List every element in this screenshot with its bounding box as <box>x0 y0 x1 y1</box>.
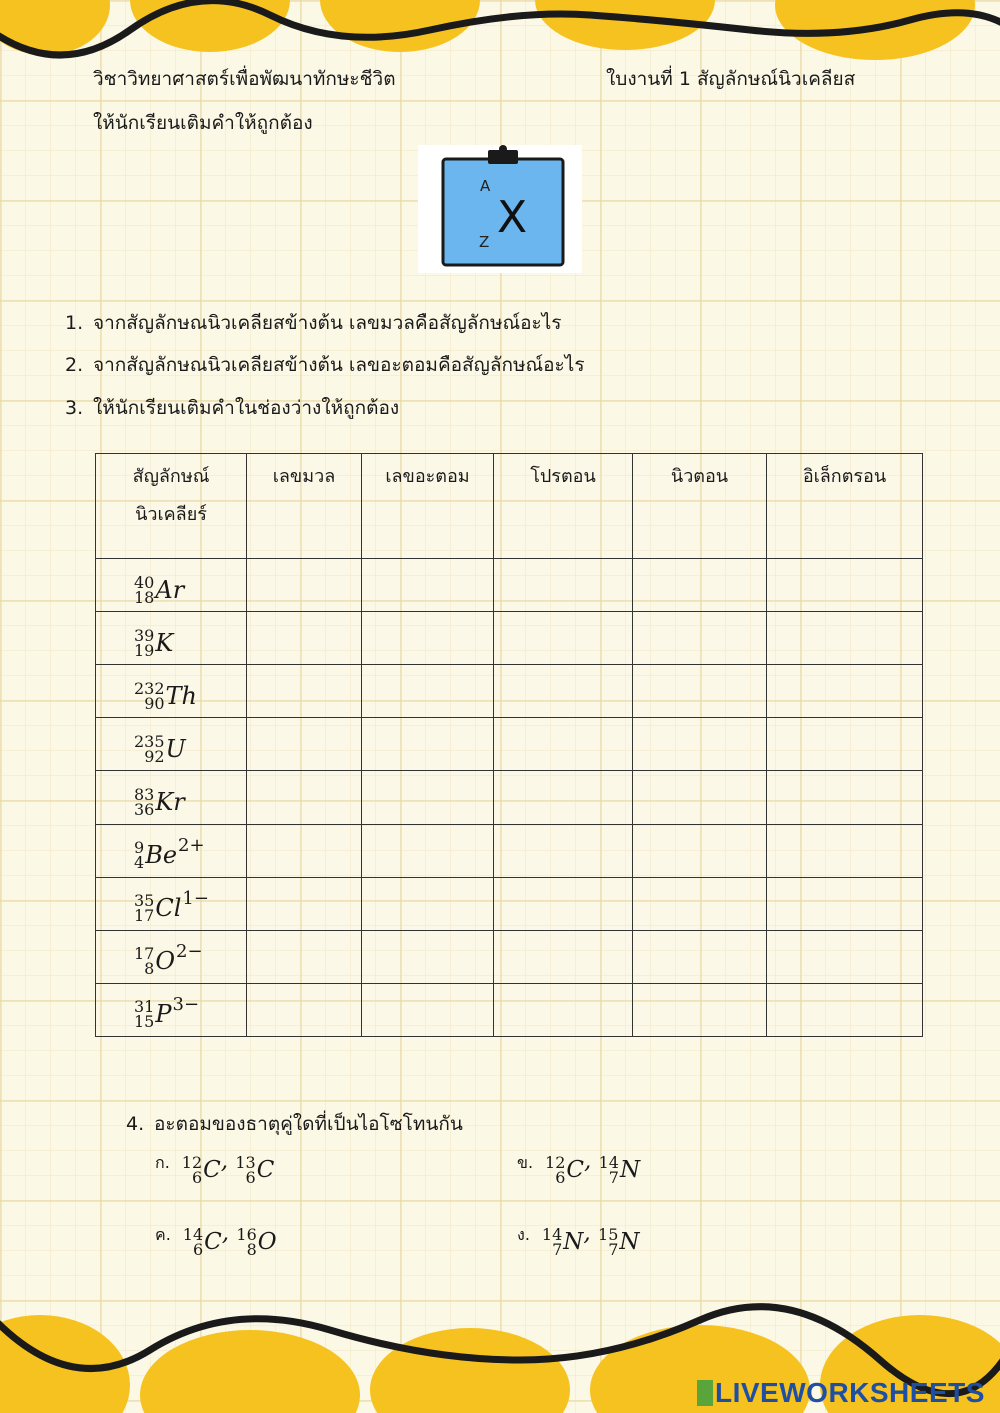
table-row <box>96 771 923 824</box>
symbol-cell <box>96 771 247 824</box>
liveworksheets-badge-icon <box>697 1380 713 1406</box>
proton-answer-cell[interactable] <box>494 718 633 771</box>
neutron-answer-cell[interactable] <box>633 559 767 612</box>
electron-answer-cell[interactable] <box>767 930 923 983</box>
atomic-number: 15 <box>134 1012 155 1032</box>
atomic-number-answer-cell[interactable] <box>362 771 494 824</box>
mass-number: 39 <box>134 625 155 645</box>
atomic-number: 7 <box>608 1240 619 1259</box>
option-separator: , <box>583 1220 599 1246</box>
ion-charge: 3− <box>172 993 200 1015</box>
atomic-number: 19 <box>134 640 155 660</box>
nuclear-symbol <box>236 1227 276 1257</box>
mass-number-answer-cell[interactable] <box>247 559 362 612</box>
element-symbol: C <box>203 1157 221 1183</box>
table-row <box>96 559 923 612</box>
element-symbol: Th <box>165 681 198 710</box>
question-4: 4. อะตอมของธาตุคู่ใดที่เป็นไอโซโทนกัน <box>126 1113 463 1135</box>
nuclear-symbol <box>545 1155 584 1185</box>
header-neutron: นิวตอน <box>633 454 767 559</box>
electron-answer-cell[interactable] <box>767 559 923 612</box>
header-proton: โปรตอน <box>494 454 633 559</box>
question-3: 3. ให้นักเรียนเติมคำในช่องว่างให้ถูกต้อง <box>65 397 400 419</box>
atomic-number: 8 <box>246 1240 257 1259</box>
header-symbol: สัญลักษณ์ นิวเคลียร์ <box>96 454 247 559</box>
neutron-answer-cell[interactable] <box>633 718 767 771</box>
element-symbol: N <box>619 1157 641 1183</box>
atomic-number: 6 <box>245 1168 256 1187</box>
symbol-cell <box>96 930 247 983</box>
atomic-number: 17 <box>134 906 155 926</box>
table-row <box>96 824 923 877</box>
mass-number: 31 <box>134 997 155 1017</box>
mass-number-answer-cell[interactable] <box>247 930 362 983</box>
electron-answer-cell[interactable] <box>767 771 923 824</box>
electron-answer-cell[interactable] <box>767 612 923 665</box>
atomic-number: 6 <box>555 1168 566 1187</box>
electron-answer-cell[interactable] <box>767 718 923 771</box>
nuclear-symbol <box>134 887 209 926</box>
table-row <box>96 665 923 718</box>
element-symbol: P <box>155 1000 172 1029</box>
table-row <box>96 718 923 771</box>
mass-number-answer-cell[interactable] <box>247 824 362 877</box>
mass-number-answer-cell[interactable] <box>247 612 362 665</box>
neutron-answer-cell[interactable] <box>633 771 767 824</box>
electron-answer-cell[interactable] <box>767 824 923 877</box>
proton-answer-cell[interactable] <box>494 559 633 612</box>
option-label: ง. <box>517 1225 530 1244</box>
table-row <box>96 612 923 665</box>
mass-number: 14 <box>541 1225 563 1244</box>
clipboard-icon <box>418 145 582 273</box>
option-separator: , <box>584 1148 599 1174</box>
symbol-letter: X <box>497 192 528 243</box>
nuclear-symbol <box>134 993 200 1032</box>
ion-charge: 2+ <box>178 834 205 856</box>
atomic-number: 6 <box>192 1240 204 1259</box>
mass-number-answer-cell[interactable] <box>247 771 362 824</box>
neutron-answer-cell[interactable] <box>633 983 767 1036</box>
mass-number: 232 <box>134 678 165 698</box>
header-mass-number: เลขมวล <box>247 454 362 559</box>
mass-number-answer-cell[interactable] <box>247 983 362 1036</box>
atomic-number: 7 <box>552 1240 563 1259</box>
header-atomic-number: เลขอะตอม <box>362 454 494 559</box>
mass-number: 15 <box>598 1225 619 1244</box>
atomic-number-answer-cell[interactable] <box>362 665 494 718</box>
proton-answer-cell[interactable] <box>494 983 633 1036</box>
table-header-row <box>96 454 923 559</box>
element-symbol: Be <box>145 841 178 870</box>
nuclear-symbol <box>134 731 186 766</box>
atomic-number: 92 <box>144 746 165 766</box>
nuclear-notation-diagram <box>418 145 582 273</box>
liveworksheets-logo[interactable]: LIVEWORKSHEETS <box>697 1377 985 1409</box>
electron-answer-cell[interactable] <box>767 665 923 718</box>
option-separator: , <box>220 1148 236 1174</box>
atomic-number-answer-cell[interactable] <box>362 930 494 983</box>
mass-letter: A <box>480 177 491 195</box>
mass-number: 35 <box>134 891 155 911</box>
nuclear-symbol <box>598 1227 639 1257</box>
mass-number: 17 <box>134 944 155 964</box>
symbol-cell <box>96 877 247 930</box>
header-electron: อิเล็กตรอน <box>767 454 923 559</box>
symbol-cell <box>96 983 247 1036</box>
option-label: ก. <box>155 1153 170 1172</box>
atomic-number-answer-cell[interactable] <box>362 559 494 612</box>
element-symbol: Cl <box>155 894 182 923</box>
electron-answer-cell[interactable] <box>767 983 923 1036</box>
element-symbol: C <box>204 1229 222 1255</box>
element-symbol: Ar <box>155 575 185 604</box>
instruction-text: ให้นักเรียนเติมคำให้ถูกต้อง <box>93 112 313 134</box>
atomic-number-answer-cell[interactable] <box>362 983 494 1036</box>
question-2: 2. จากสัญลักษณนิวเคลียสข้างต้น เลขอะตอมคือสัญลักษณ์อะไร <box>65 354 585 376</box>
atomic-number: 18 <box>134 587 155 607</box>
mass-number-answer-cell[interactable] <box>247 665 362 718</box>
element-symbol: Kr <box>155 787 185 816</box>
electron-answer-cell[interactable] <box>767 877 923 930</box>
question-1: 1. จากสัญลักษณนิวเคลียสข้างต้น เลขมวลคือสัญลักษณ์อะไร <box>65 312 562 334</box>
neutron-answer-cell[interactable] <box>633 612 767 665</box>
option-c[interactable] <box>155 1220 277 1257</box>
symbol-cell <box>96 665 247 718</box>
mass-number: 235 <box>134 731 165 751</box>
atomic-number: 36 <box>134 799 155 819</box>
atomic-number-answer-cell[interactable] <box>362 612 494 665</box>
nuclear-symbol <box>134 572 185 607</box>
atomic-letter: Z <box>479 233 490 251</box>
nuclear-symbol <box>134 678 198 713</box>
proton-answer-cell[interactable] <box>494 877 633 930</box>
element-symbol: N <box>619 1229 640 1255</box>
nuclear-symbol <box>134 940 203 979</box>
nuclear-symbol <box>134 834 205 873</box>
mass-number-answer-cell[interactable] <box>247 718 362 771</box>
ion-charge: 1− <box>182 887 209 909</box>
nuclear-symbol <box>134 784 185 819</box>
ion-charge: 2− <box>176 940 203 962</box>
nuclear-symbol <box>235 1155 274 1185</box>
mass-number: 14 <box>598 1153 619 1172</box>
mass-number: 83 <box>134 784 155 804</box>
element-symbol: C <box>256 1157 275 1183</box>
option-label: ข. <box>517 1153 534 1172</box>
symbol-cell <box>96 824 247 877</box>
nuclear-symbol <box>182 1155 221 1185</box>
option-separator: , <box>221 1220 237 1246</box>
atomic-number: 90 <box>144 693 165 713</box>
atomic-number-answer-cell[interactable] <box>362 824 494 877</box>
nuclear-symbol <box>542 1227 583 1257</box>
mass-number: 9 <box>134 838 145 858</box>
table-row <box>96 930 923 983</box>
proton-answer-cell[interactable] <box>494 824 633 877</box>
subject-title: วิชาวิทยาศาสตร์เพื่อพัฒนาทักษะชีวิต <box>93 68 396 90</box>
table-row <box>96 983 923 1036</box>
element-symbol: U <box>165 734 186 763</box>
proton-answer-cell[interactable] <box>494 612 633 665</box>
atomic-number: 7 <box>608 1168 619 1187</box>
mass-number: 40 <box>134 572 155 592</box>
nuclear-symbol <box>134 625 174 660</box>
neutron-answer-cell[interactable] <box>633 877 767 930</box>
mass-number: 13 <box>235 1153 256 1172</box>
element-symbol: K <box>155 628 174 657</box>
mass-number: 12 <box>181 1153 203 1172</box>
option-b[interactable] <box>517 1148 640 1185</box>
neutron-answer-cell[interactable] <box>633 665 767 718</box>
mass-number-answer-cell[interactable] <box>247 877 362 930</box>
mass-number: 16 <box>236 1225 257 1244</box>
proton-answer-cell[interactable] <box>494 771 633 824</box>
table-row <box>96 877 923 930</box>
element-symbol: O <box>257 1229 277 1255</box>
atomic-number: 6 <box>191 1168 203 1187</box>
element-symbol: N <box>563 1229 584 1255</box>
table-body <box>96 559 923 1037</box>
element-symbol: C <box>566 1157 584 1183</box>
symbol-cell <box>96 559 247 612</box>
nuclear-particles-table <box>95 453 923 1037</box>
proton-answer-cell[interactable] <box>494 930 633 983</box>
nuclear-symbol <box>599 1155 640 1185</box>
mass-number: 12 <box>545 1153 566 1172</box>
neutron-answer-cell[interactable] <box>633 930 767 983</box>
atomic-number-answer-cell[interactable] <box>362 718 494 771</box>
worksheet-title: ใบงานที่ 1 สัญลักษณ์นิวเคลียส <box>606 68 856 90</box>
symbol-cell <box>96 718 247 771</box>
nuclear-symbol <box>183 1227 222 1257</box>
atomic-number-answer-cell[interactable] <box>362 877 494 930</box>
option-a[interactable] <box>155 1148 274 1185</box>
proton-answer-cell[interactable] <box>494 665 633 718</box>
option-label: ค. <box>155 1225 171 1244</box>
atomic-number: 4 <box>134 853 145 873</box>
neutron-answer-cell[interactable] <box>633 824 767 877</box>
element-symbol: O <box>155 947 176 976</box>
option-d[interactable] <box>517 1220 640 1257</box>
mass-number: 14 <box>182 1225 204 1244</box>
atomic-number: 8 <box>144 959 155 979</box>
symbol-cell <box>96 612 247 665</box>
